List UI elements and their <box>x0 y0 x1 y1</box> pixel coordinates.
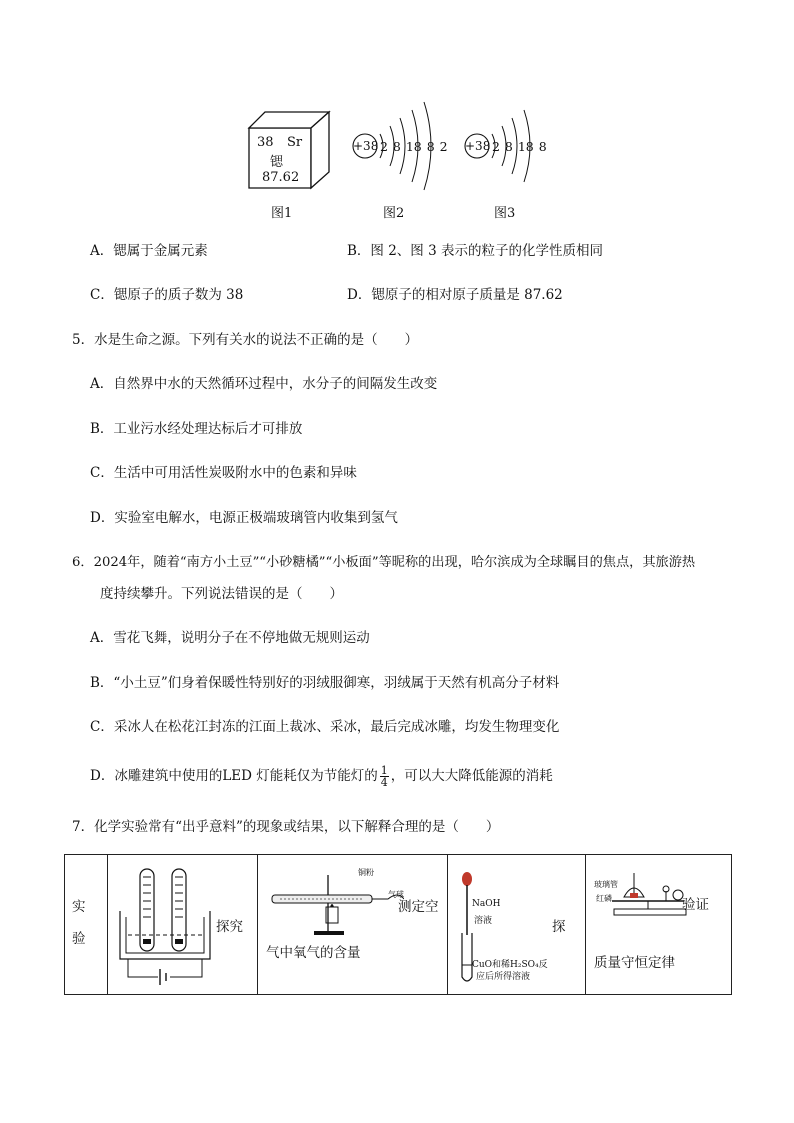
row-label-cell <box>65 855 108 995</box>
experiment-4-text-a: 验证 <box>682 897 709 913</box>
q6-stem-line2: 度持续攀升。下列说法错误的是（ ） <box>100 586 343 602</box>
fraction-numerator: 1 <box>380 764 388 777</box>
naoh-label-2: 溶液 <box>474 916 493 926</box>
element-symbol: Sr <box>287 135 303 150</box>
q6-stem-line1: 6．2024年，随着“南方小土豆”“小砂糖橘”“小板面”等昵称的出现，哈尔滨成为全球瞩目的焦点，其旅游热 <box>72 555 696 570</box>
q5-option-b[interactable]: B．工业污水经处理达标后才可排放 <box>90 421 303 437</box>
electron-shells: 2 8 18 8 2 <box>380 139 448 154</box>
experiment-4-text-b: 质量守恒定律 <box>594 955 675 971</box>
atomic-mass: 87.62 <box>262 170 300 185</box>
q6-option-d-text-end: ，可以大大降低能源的消耗 <box>390 768 553 784</box>
figure-1-caption: 图1 <box>271 206 293 221</box>
cuo-label-1: CuO和稀H₂SO₄反 <box>472 960 548 970</box>
q6-option-c[interactable]: C．采冰人在松花江封冻的江面上裁冰、采冰，最后完成冰雕，均发生物理变化 <box>90 719 560 735</box>
q4-option-c[interactable]: C．锶原子的质子数为 38 <box>90 287 244 303</box>
q5-option-a[interactable]: A．自然界中水的天然循环过程中，水分子的间隔发生改变 <box>90 376 438 392</box>
experiment-1-text: 探究 <box>216 919 243 935</box>
experiment-table <box>64 854 732 995</box>
q6-option-d[interactable] <box>90 762 553 790</box>
fraction <box>380 765 389 788</box>
electrolysis-apparatus-icon <box>114 865 218 987</box>
balloon-tag: 气球 <box>388 890 404 899</box>
nucleus-charge: +38 <box>353 139 379 153</box>
row-label-char-2: 验 <box>72 931 86 947</box>
q5-option-d[interactable]: D．实验室电解水，电源正极端玻璃管内收集到氢气 <box>90 510 398 526</box>
electron-shells: 2 8 18 8 <box>492 139 547 154</box>
experiment-1-cell[interactable] <box>108 855 258 995</box>
q7-stem: 7．化学实验常有“出乎意料”的现象或结果，以下解释合理的是（ ） <box>72 819 500 835</box>
oxygen-content-apparatus-icon <box>264 871 404 941</box>
q4-option-d[interactable]: D．锶原子的相对原子质量是 87.62 <box>347 287 563 303</box>
naoh-label-1: NaOH <box>472 899 501 909</box>
experiment-4-cell[interactable] <box>586 855 732 995</box>
cuo-label-2: 应后所得溶液 <box>476 972 531 982</box>
q4-option-b[interactable]: B．图 2、图 3 表示的粒子的化学性质相同 <box>347 243 603 259</box>
experiment-3-text: 探 <box>552 919 566 935</box>
q6-option-b[interactable]: B．“小土豆”们身着保暖性特别好的羽绒服御寒，羽绒属于天然有机高分子材料 <box>90 675 560 691</box>
experiment-2-cell[interactable] <box>258 855 448 995</box>
glass-tube-tag: 玻璃管 <box>594 880 618 889</box>
q5-stem: 5．水是生命之源。下列有关水的说法不正确的是（ ） <box>72 332 419 348</box>
q4-option-a[interactable]: A．锶属于金属元素 <box>90 243 208 259</box>
experiment-2-text-a: 测定空 <box>398 899 439 915</box>
fraction-denominator: 4 <box>380 776 388 789</box>
figure-3-caption: 图3 <box>494 206 516 221</box>
figure-2-caption: 图2 <box>383 206 405 221</box>
copper-powder-tag: 铜粉 <box>358 868 374 877</box>
nucleus-charge: +38 <box>465 139 491 153</box>
element-name: 锶 <box>270 155 284 170</box>
atomic-number: 38 <box>257 135 274 150</box>
q5-option-c[interactable]: C．生活中可用活性炭吸附水中的色素和异味 <box>90 465 357 481</box>
experiment-3-cell[interactable] <box>448 855 586 995</box>
q6-option-a[interactable]: A．雪花飞舞，说明分子在不停地做无规则运动 <box>90 630 370 646</box>
red-phosphorus-tag: 红磷 <box>596 894 612 903</box>
experiment-2-text-b: 气中氧气的含量 <box>266 945 361 961</box>
row-label-char-1: 实 <box>72 899 86 915</box>
q6-option-d-text: D．冰雕建筑中使用的LED 灯能耗仅为节能灯的 <box>90 768 378 784</box>
